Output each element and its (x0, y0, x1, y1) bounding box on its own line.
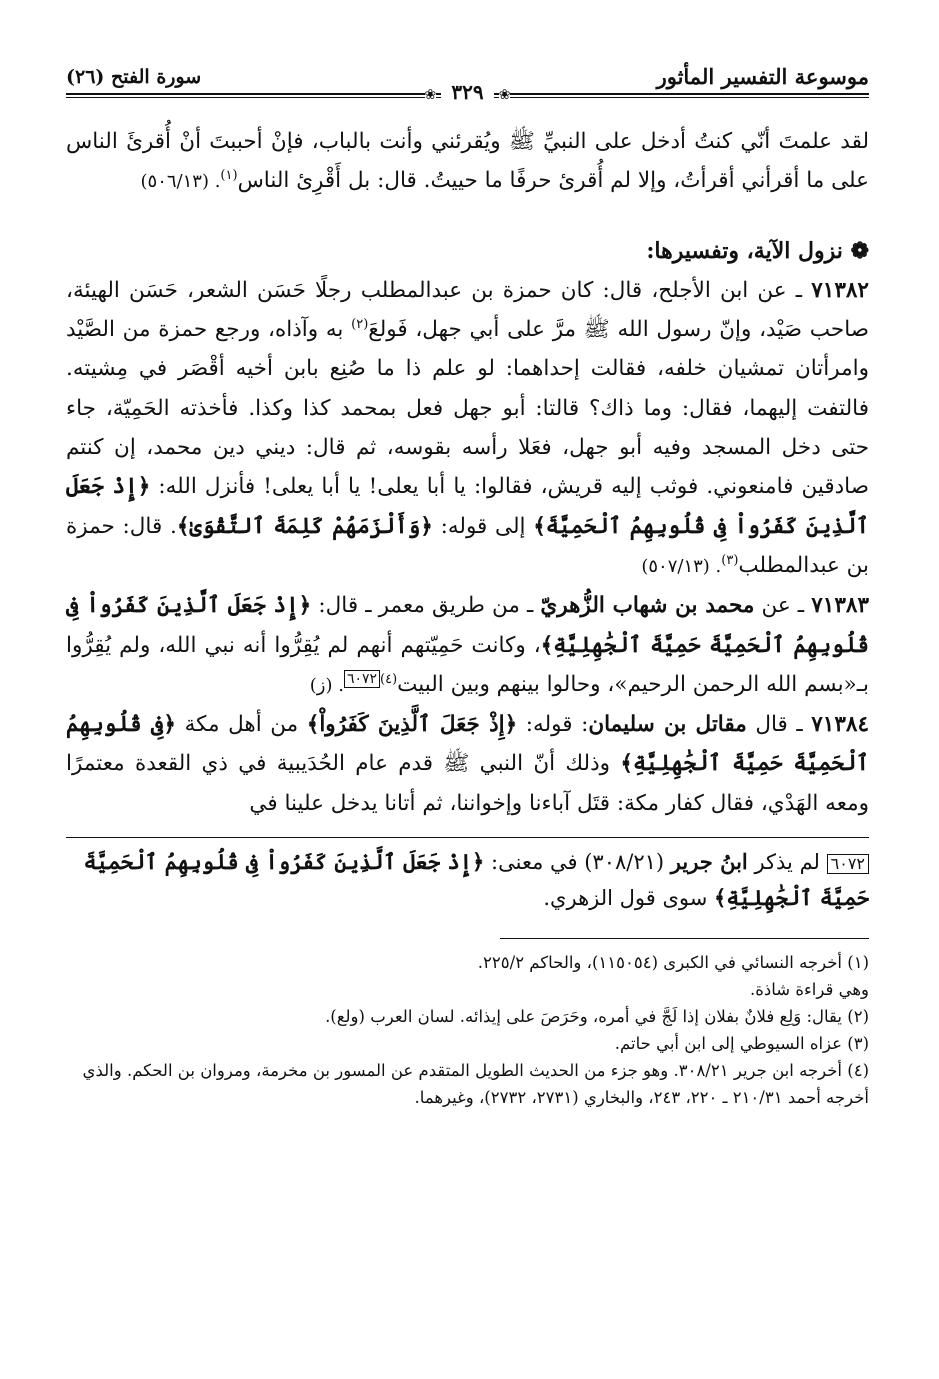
flower-icon: ❁ (850, 237, 869, 264)
quran-quote: ﴿إِذْ جَعَلَ ٱلَّذِينَ كَفَرُواْ﴾ (306, 712, 518, 738)
quran-quote: ﴿وَأَلْزَمَهُمْ كَلِمَةَ ٱلتَّقْوَىٰ﴾ (176, 513, 433, 539)
comment-author: ابنُ جرير (670, 849, 748, 875)
volume-ref: . (٥٠٦/١٣) (140, 171, 221, 193)
narration-text: ـ عن (754, 593, 805, 619)
comment-text: (٣٠٨/٢١) في معنى: (484, 850, 671, 875)
narration-number: ٧١٣٨٣ (811, 593, 869, 619)
narration-text: ، وكانت حَمِيّتهم أنهم لم يُقِرُّوا أنه نبي الله، ولم يُقِرُّوا بـ«بسم الله الرحمن الرحيم»، وحالوا بينهم وبين البيت (66, 632, 869, 697)
narration-71382 (66, 271, 869, 586)
footnote-ref: (٢) (351, 317, 369, 333)
surah-label: سورة الفتح (٢٦) (66, 66, 202, 88)
ornament-left-icon: ❀ (424, 87, 437, 103)
volume-ref: . (ز) (309, 674, 344, 696)
comment-divider (66, 837, 869, 838)
ornament-right-icon: ❀ (498, 87, 511, 103)
page-body (66, 122, 869, 823)
footnote-1: (١) أخرجه النسائي في الكبرى (١١٥٠٥٤)، والحاكم ٢٢٥/٢. (477, 953, 869, 973)
comment-ref-box: ٦٠٧٢ (344, 670, 380, 688)
narrator-name: محمد بن شهاب الزُّهريّ (540, 593, 755, 619)
page-header (66, 62, 869, 104)
footnotes (66, 949, 869, 1111)
narration-text: : قوله: (517, 712, 589, 738)
book-title: موسوعة التفسير المأثور (656, 64, 869, 89)
section-heading (66, 232, 869, 271)
quran-quote: ﴿إِذْ جَعَلَ ٱلَّذِينَ كَفَرُواْ فِى قُلُوبِهِمُ ٱلْحَمِيَّةَ حَمِيَّةَ ٱلْجَٰهِلِيَّةِ﴾ (66, 593, 869, 658)
narration-text: إلى قوله: (432, 513, 534, 539)
footnote-ref: (٣) (721, 552, 739, 568)
narration-71383 (66, 586, 869, 705)
narration-71384 (66, 705, 869, 823)
footnote-4: (٤) أخرجه ابن جرير ٣٠٨/٢١. وهو جزء من الحديث الطويل المتقدم عن المسور بن مخرمة، ومروان بن الحكم. والذي أخرجه أحمد ٢١٠/٣١ ـ ٢٢٠، ٢٤٣، والبخاري (٢٧٣١، ٢٧٣٢)، وغيرهما. (82, 1061, 869, 1108)
footnote-divider (500, 938, 869, 939)
footnote-ref: (٤) (380, 671, 398, 687)
comment-number-box: ٦٠٧٢ (827, 854, 869, 874)
narration-number: ٧١٣٨٤ (811, 712, 869, 738)
book-page (66, 62, 869, 1362)
paragraph-continued (66, 122, 869, 202)
narration-text: وذلك أنّ النبي ﷺ قدم عام الحُدَيبية في ذي القعدة معتمرًا ومعه الهَدْي، فقال كفار مكة: قتَل آباءنا وإخواننا، ثم أتانا يدخل علينا في (66, 751, 869, 816)
page-number-block (66, 80, 869, 104)
quran-quote: ﴿إِذْ جَعَلَ ٱلَّذِينَ كَفَرُواْ فِى قُلُوبِهِمُ ٱلْحَمِيَّةَ﴾ (66, 474, 870, 539)
section-heading-text: نزول الآية، وتفسيرها: (646, 237, 843, 264)
footnote-1-note: وهي قراءة شاذة. (750, 980, 869, 1000)
footnote-2: (٢) يقال: وَلِع فلانٌ بفلان إذا لَجَّ في أمره، وحَرَصَ على إيذائه. لسان العرب (ولع). (325, 1007, 869, 1027)
narration-text: ـ من طريق معمر ـ قال: (311, 593, 541, 619)
footnote-3: (٣) عزاه السيوطي إلى ابن أبي حاتم. (614, 1034, 869, 1054)
paragraph-text: لقد علمتَ أنّي كنتُ أدخل على النبيِّ ﷺ ويُقرئني وأنت بالباب، فإنْ أحببتَ أنْ أُقرئَ الناس على ما أقرأني أقرأتُ، وإلا لم أُقرئ حرفًا ما حييتُ. قال: بل أَقْرِئ الناس (66, 129, 869, 194)
narration-text: ـ قال (746, 712, 803, 738)
narration-number: ٧١٣٨٢ (811, 277, 869, 303)
comment-text: سوى قول الزهري. (543, 886, 715, 911)
narration-text: ـ عن ابن الأجلح، قال: كان حمزة بن عبدالمطلب رجلًا حَسَن الشعر، حَسَن الهيئة، صاحب صَيْد، وإنّ رسول الله ﷺ مرَّ على أبي جهل، فَولعَ (66, 277, 869, 343)
quran-quote: ﴿إِذْ جَعَلَ ٱلَّذِينَ كَفَرُواْ فِى قُلُوبِهِمُ ٱلْحَمِيَّةَ حَمِيَّةَ ٱلْجَٰهِلِيَّةِ﴾ (83, 849, 869, 911)
narration-text: من أهل مكة (176, 712, 307, 738)
narration-text: به وآذاه، ورجع حمزة من الصَّيْد وامرأتان تمشيان خلفه، فقالت إحداهما: لو علم ذا ما صُنِع بابن أخيه أقْصَر في مِشيته. فالتفت إليهما، فقال: وما ذاك؟ قالتا: أبو جهل فعل بمحمد كذا وكذا. فأخذته الحَمِيّة، جاء حتى دخل المسجد وفيه أبو جهل، فعَلا رأسه بقوسه، ثم قال: ديني دين محمد، إن كنتم صادقين فامنعوني. فوثب إليه قريش، فقالوا: يا أبا يعلى! يا أبا يعلى! فأنزل الله: (66, 317, 869, 500)
narrator-name: مقاتل بن سليمان (588, 712, 747, 738)
comment-text: لم يذكر (747, 850, 827, 875)
footnote-ref: (١) (220, 168, 238, 184)
page-number: ٣٢٩ (441, 80, 493, 104)
volume-ref: . (٥٠٧/١٣) (641, 555, 722, 577)
editor-comment (66, 844, 869, 916)
narration-text: . قال: حمزة بن عبدالمطلب (66, 513, 869, 578)
quran-quote: ﴿فِى قُلُوبِهِمُ ٱلْحَمِيَّةَ حَمِيَّةَ ٱلْجَٰهِلِيَّةِ﴾ (66, 712, 869, 777)
